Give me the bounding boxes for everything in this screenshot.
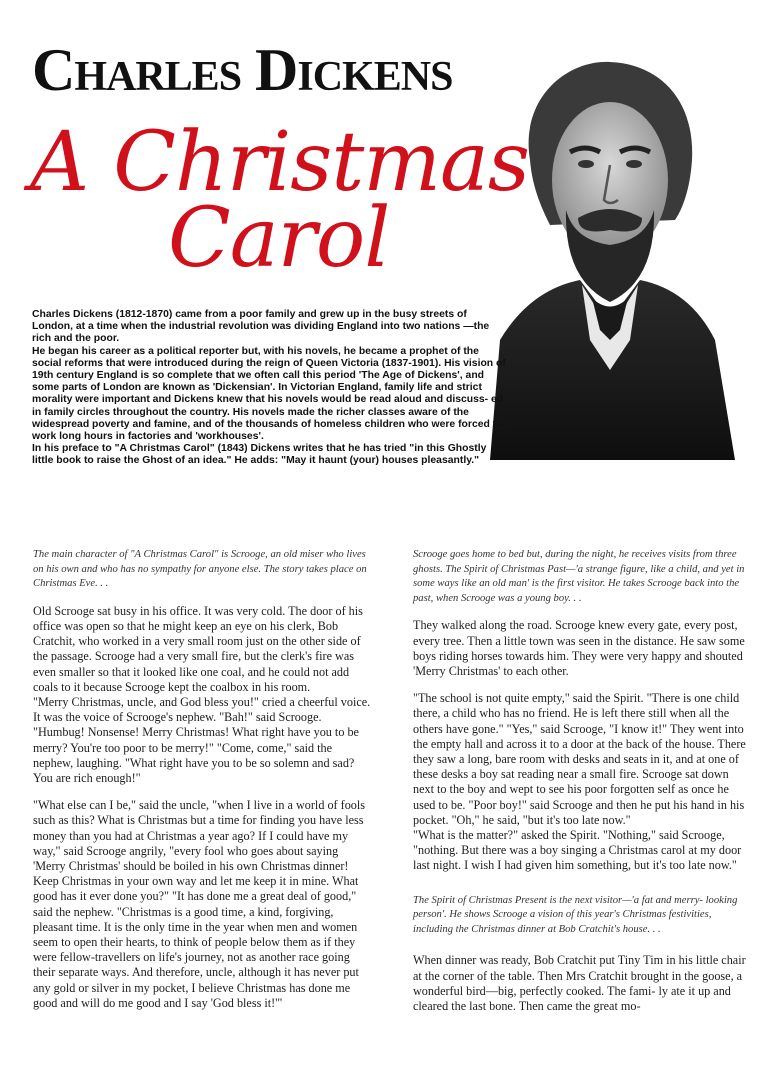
title-line-2: Carol	[168, 191, 390, 286]
right-italic-intro: Scrooge goes home to bed but, during the night, he receives visits from three ghosts. The Spirit of Christmas Past—'a strange figure, like a child, and yet in some ways like an old man' is the first visitor. He takes Scrooge back into the past, when Scrooge was a young boy. . .	[413, 549, 745, 604]
left-paragraph-3: "What else can I be," said the uncle, "when I live in a world of fools such as this? What is Christmas but a time for finding you have less money than you had at Christmas a year ago? If I could have my way," said Scrooge angrily, "every fool who goes about saying 'Merry Christmas' should be boiled in his own Christmas dinner! Keep Christmas in your own way and let me keep it in mine. What good has it ever done you?" "It has done me a great deal of good," said the nephew. "Christmas is a good time, a kind, forgiving, pleasant time. It is the only time in the year when men and women seem to open their hearts, to think of people below them as if they were fellow-travellers on life's journey, not as another race going their separate ways. And therefore, uncle, although it has never put any gold or silver in my pocket, I believe Christmas has done me good and will do me good and I say 'God bless it!'"	[33, 798, 366, 1010]
title-line-1: A Christmas	[30, 115, 530, 210]
intro-block	[32, 309, 510, 468]
intro-paragraph-3: In his preface to "A Christmas Carol" (1843) Dickens writes that he has tried "in this Ghostly little book to raise the Ghost of an idea." He adds: "May it haunt (your) houses pleasantly."	[32, 443, 487, 467]
right-paragraph-3: "What is the matter?" asked the Spirit. "Nothing," said Scrooge, "nothing. But there was a boy singing a Christmas carol at my door last night. I wish I had given him something, but it's too late now."	[413, 828, 742, 873]
right-italic-intro-2: The Spirit of Christmas Present is the next visitor—'a fat and merry- looking person'. He shows Scrooge a vision of this year's Christmas festivities, including the Christmas dinner at Bob Cratchit's house. . .	[413, 894, 738, 935]
right-paragraph-4: When dinner was ready, Bob Cratchit put Tiny Tim in his little chair at the corner of the table. Then Mrs Cratchit brought in the goose, a wonderful bird—big, perfectly cooked. The fami- ly ate it up and cleared the last bone. Then came the great mo-	[413, 953, 746, 1014]
left-paragraph-1: Old Scrooge sat busy in his office. It was very cold. The door of his office was open so that he might keep an eye on his clerk, Bob Cratchit, who worked in a very small room just on the other side of the passage. Scrooge had a very small fire, but the clerk's fire was even smaller so that it looked like one coal, and he could not add coals to it because Scrooge kept the coalbox in his room.	[33, 603, 363, 694]
left-italic-intro: The main character of "A Christmas Carol" is Scrooge, an old miser who lives on his own and who has no sympathy for anyone else. The story takes place on Christmas Eve. . .	[33, 549, 367, 590]
intro-paragraph-1: Charles Dickens (1812-1870) came from a poor family and grew up in the busy streets of London, at a time when the industrial revolution was dividing England into two nations —the rich and the poor.	[32, 309, 490, 345]
right-paragraph-1: They walked along the road. Scrooge knew every gate, every post, every tree. Then a little town was seen in the distance. He saw some boys riding horses towards him. They were very happy and shouted 'Merry Christmas' to each other.	[413, 618, 745, 678]
left-column	[33, 548, 373, 1011]
dickens-portrait-image	[470, 40, 740, 460]
intro-paragraph-2: He began his career as a political reporter but, with his novels, he became a prophet of the social reforms that were introduced during the reign of Queen Victoria (1837-1901). His vision of 19th century England is so complete that we often call this period 'The Age of Dickens', and some parts of London are known as 'Dickensian'. In Victorian England, family life and strict morality were important and Dickens knew that his novels would be read aloud and discuss- ed in family circles throughout the country. His novels made the richer classes aware of the widespread poverty and famine, and of the thousands of homeless children who were forced to work long hours in factories and 'workhouses'.	[32, 345, 506, 443]
author-heading: Charles Dickens	[32, 37, 453, 103]
left-paragraph-2: "Merry Christmas, uncle, and God bless you!" cried a cheerful voice. It was the voice of Scrooge's nephew. "Bah!" said Scrooge. "Humbug! Nonsense! Merry Christmas! What right have you to be merry? You're too poor to be merry!" "Come, come," said the nephew, laughing. "What right have you to be so solemn and sad? You are rich enough!"	[33, 695, 371, 786]
right-column	[413, 548, 751, 1014]
right-paragraph-2: "The school is not quite empty," said the Spirit. "There is one child there, a child who has no friend. He is left there still when all the others have gone." "Yes," said Scrooge, "I know it!" They went into the empty hall and across it to a door at the back of the house. There they saw a long, bare room with desks and seats in it, and at one of these desks a boy sat reading near a small fire. Scrooge sat down next to the boy and wept to see his poor forgotten self as once he used to be. "Poor boy!" said Scrooge and then he put his hand in his pocket. "Oh," he said, "but it's too late now."	[413, 691, 746, 827]
